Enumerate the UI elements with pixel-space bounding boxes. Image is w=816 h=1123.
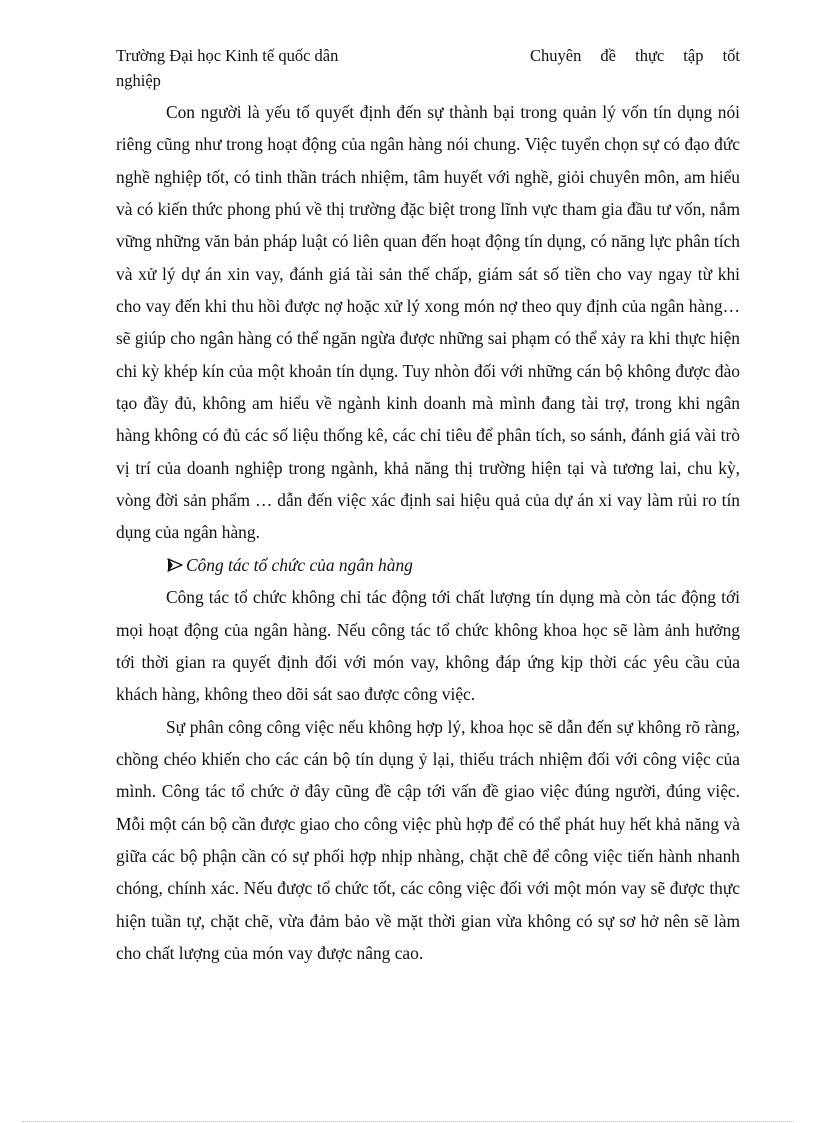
section-subheading bbox=[116, 549, 740, 581]
header-school-name: Trường Đại học Kinh tế quốc dân bbox=[116, 46, 339, 65]
subheading-text: Công tác tổ chức của ngân hàng bbox=[186, 554, 413, 575]
paragraph-work-assignment: Sự phân công công việc nếu không hợp lý, khoa học sẽ dẫn đến sự không rõ ràng, chồng chéo khiến cho các cán bộ tín dụng ỷ lại, thiếu trách nhiệm đối với công việc của mình. Công tác tổ chức ở đây cũng đề cập tới vấn đề giao việc đúng người, đúng việc. Mỗi một cán bộ cần được giao cho công việc phù hợp để có thể phát huy hết khả năng và giữa các bộ phận cần có sự phối hợp nhịp nhàng, chặt chẽ để công việc tiến hành nhanh chóng, chính xác. Nếu được tổ chức tốt, các công việc đối với một món vay sẽ được thực hiện tuần tự, chặt chẽ, vừa đảm bảo về mặt thời gian vừa không có sự sơ hở nên sẽ làm cho chất lượng của món vay được nâng cao. bbox=[116, 716, 740, 963]
header-document-title: Chuyên đề thực tập tốt bbox=[530, 46, 740, 65]
arrow-bullet-icon bbox=[166, 550, 184, 564]
page-bottom-border bbox=[22, 1121, 794, 1122]
paragraph-organization-impact: Công tác tổ chức không chỉ tác động tới chất lượng tín dụng mà còn tác động tới mọi hoạt động của ngân hàng. Nếu công tác tổ chức không khoa học sẽ làm ảnh hưởng tới thời gian ra quyết định đối với món vay, không đáp ứng kịp thời các yêu cầu của khách hàng, không theo dõi sát sao được công việc. bbox=[116, 587, 740, 705]
header-document-title-continued: nghiệp bbox=[116, 71, 161, 90]
document-body bbox=[116, 96, 740, 969]
paragraph-human-factor: Con người là yếu tố quyết định đến sự thành bại trong quản lý vốn tín dụng nói riêng cũng như trong hoạt động của ngân hàng nói chung. Việc tuyển chọn sự có đạo đức nghề nghiệp tốt, có tinh thần trách nhiệm, tâm huyết với nghề, giỏi chuyên môn, am hiểu và có kiến thức phong phú về thị trường đặc biệt trong lĩnh vực tham gia đầu tư vốn, nắm vững những văn bản pháp luật có liên quan đến hoạt động tín dụng, có năng lực phân tích và xử lý dự án xin vay, đánh giá tài sản thế chấp, giám sát số tiền cho vay ngay từ khi cho vay đến khi thu hồi được nợ hoặc xử lý xong món nợ theo quy định của ngân hàng… sẽ giúp cho ngân hàng có thể ngăn ngừa được những sai phạm có thể xảy ra khi thực hiện chi kỳ khép kín của một khoản tín dụng. Tuy nhòn đối với những cán bộ không được đào tạo đầy đủ, không am hiểu về ngành kinh doanh mà mình đang tài trợ, trong khi ngân hàng không có đủ các số liệu thống kê, các chỉ tiêu để phân tích, so sánh, đánh giá vài trò vị trí của doanh nghiệp trong ngành, khả năng thị trường hiện tại và tương lai, chu kỳ, vòng đời sản phẩm … dẫn đến việc xác định sai hiệu quả của dự án xi vay làm rủi ro tín dụng của ngân hàng. bbox=[116, 102, 740, 543]
